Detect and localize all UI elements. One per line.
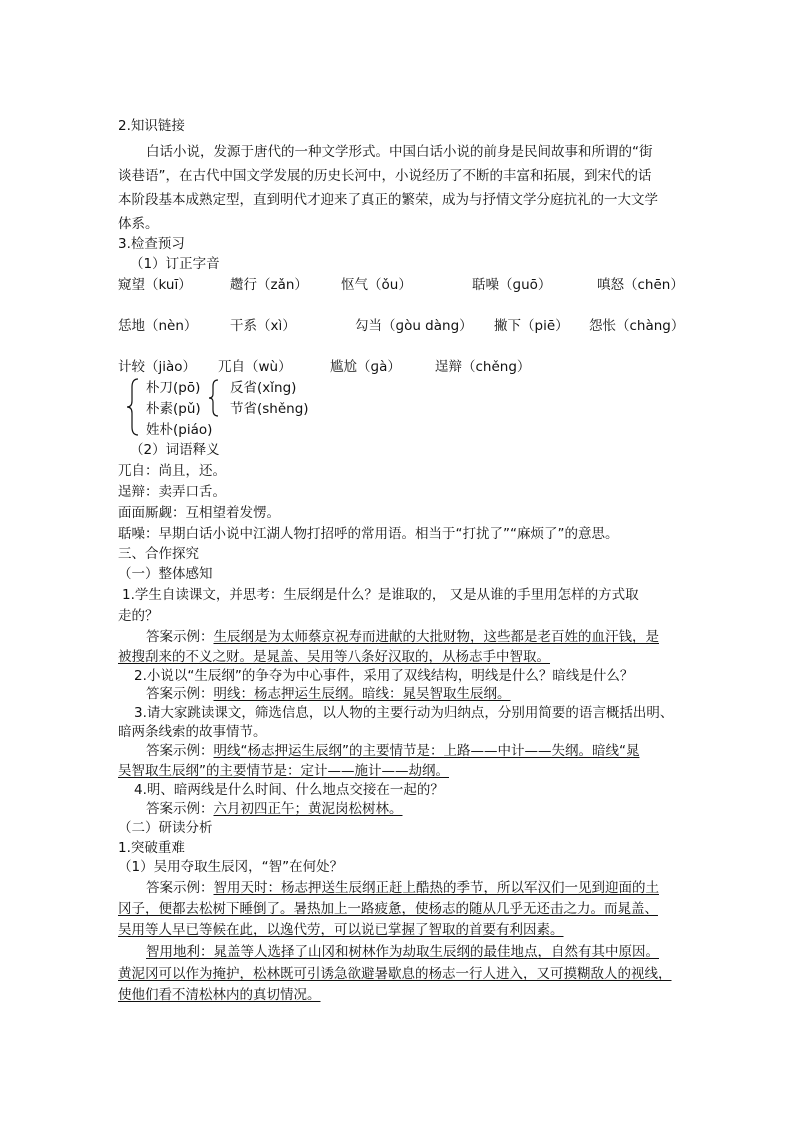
answer-label: 答案示例： [146, 743, 214, 759]
pron-item: 趱行（zǎn） [230, 277, 308, 293]
subheading-definitions: （2）词语释义 [130, 442, 220, 458]
answer-line [146, 627, 659, 647]
question-line: 1.学生自读课文，并思考：生辰纲是什么？是谁取的， 又是从谁的手里用怎样的方式取 [122, 587, 639, 603]
answer-line: 吴智取生辰纲”的主要情节是：定计——施计——劫纲。 [118, 763, 449, 779]
part-title-analysis: （二）研读分析 [118, 820, 213, 836]
definition-line: 兀自：尚且，还。 [118, 463, 226, 479]
definition-line: 面面厮觑：互相望着发愣。 [118, 505, 280, 521]
subsection-title: 1.突破重难 [118, 840, 185, 856]
answer-text: 六月初四正午；黄泥岗松树林。 [213, 801, 403, 817]
pron-item: 计较（jiào） [118, 359, 197, 375]
intro-line-4: 体系。 [118, 216, 159, 232]
polyphone-item: 反省(xǐng) [230, 380, 297, 396]
polyphone-item: 节省(shěng) [230, 401, 309, 417]
polyphone-item: 姓朴(piáo) [146, 422, 213, 438]
answer-line: 智用地利：晁盖等人选择了山冈和树林作为劫取生辰纲的最佳地点，自然有其中原因。 [146, 944, 659, 960]
question-line: （1）吴用夺取生辰冈，“智”在何处？ [118, 859, 344, 875]
answer-label: 答案示例： [146, 686, 214, 702]
right-brace-icon [206, 378, 224, 418]
section-title-preview: 3.检查预习 [118, 236, 185, 252]
pron-item: 窥望（kuī） [118, 277, 192, 293]
pron-item: 撇下（piē） [494, 318, 569, 334]
pron-item: 怄气（ǒu） [341, 277, 412, 293]
answer-text: 明线“杨志押运生辰纲”的主要情节是：上路——中计——失纲。暗线“晁 [213, 743, 640, 759]
answer-text: 明线：杨志押运生辰纲。暗线：晁吴智取生辰纲。 [213, 686, 511, 702]
left-brace-icon [124, 377, 144, 437]
pron-item: 干系（xì） [230, 318, 296, 334]
pron-item: 勾当（ɡòu dàng） [355, 318, 473, 334]
answer-line [146, 799, 403, 819]
answer-label: 答案示例： [146, 629, 214, 645]
intro-line-2: 谈巷语”，在古代中国文学发展的历史长河中，小说经历了不断的丰富和拓展，到宋代的话 [118, 168, 652, 184]
polyphone-item: 朴刀(pō) [146, 380, 201, 396]
part-title-overview: （一）整体感知 [118, 566, 213, 582]
question-line: 走的？ [118, 608, 159, 624]
pron-item: 逞辩（chěng） [435, 359, 531, 375]
subheading-pronunciation: （1）订正字音 [130, 256, 220, 272]
intro-line-1: 白话小说，发源于唐代的一种文学形式。中国白话小说的前身是民间故事和所谓的“街 [146, 144, 653, 160]
answer-line [146, 878, 659, 898]
question-line: 暗两条线索的故事情节。 [118, 724, 267, 740]
answer-label: 答案示例： [146, 801, 214, 817]
question-line: 4.明、暗两线是什么时间、什么地点交接在一起的？ [134, 782, 444, 798]
answer-line: 吴用等人早已等候在此，以逸代劳，可以说已掌握了智取的首要有利因素。 [118, 922, 564, 938]
answer-line: 冈子，便都去松树下睡倒了。暑热加上一路疲惫，使杨志的随从几乎无还击之力。而晁盖、 [118, 901, 658, 917]
section-title-cooperation: 三、合作探究 [118, 546, 199, 562]
section-title-knowledge: 2.知识链接 [118, 118, 185, 134]
answer-line [146, 741, 639, 761]
pron-item: 恁地（nèn） [118, 318, 198, 334]
answer-line: 被搜刮来的不义之财。是晁盖、吴用等八条好汉取的，从杨志手中智取。 [118, 649, 550, 665]
answer-line: 黄泥冈可以作为掩护，松林既可引诱急欲避暑歇息的杨志一行人进入，又可摸糊敌人的视线， [118, 966, 672, 982]
pron-item: 怨怅（chàng） [589, 318, 685, 334]
answer-line [146, 684, 511, 704]
pron-item: 嗔怒（chēn） [597, 277, 684, 293]
answer-label: 答案示例： [146, 880, 214, 896]
pron-item: 兀自（wù） [218, 359, 292, 375]
intro-line-3: 本阶段基本成熟定型，直到明代才迎来了真正的繁荣，成为与抒情文学分庭抗礼的一大文学 [118, 192, 658, 208]
question-line: 2.小说以“生辰纲”的争夺为中心事件，采用了双线结构，明线是什么？暗线是什么？ [134, 668, 634, 684]
answer-text: 智用天时：杨志押送生辰纲正赶上酷热的季节，所以军汉们一见到迎面的土 [213, 880, 659, 896]
polyphone-item: 朴素(pǔ) [146, 401, 201, 417]
question-line: 3.请大家跳读课文，筛选信息，以人物的主要行动为归纳点，分别用简要的语言概括出明、 [134, 705, 674, 721]
definition-line: 聒噪：早期白话小说中江湖人物打招呼的常用语。相当于“打扰了”“麻烦了”的意思。 [118, 526, 619, 542]
answer-line: 使他们看不清松林内的真切情况。 [118, 987, 321, 1003]
answer-text: 生辰纲是为太师蔡京祝寿而进献的大批财物，这些都是老百姓的血汗钱，是 [213, 629, 659, 645]
pron-item: 聒噪（ɡuō） [472, 277, 552, 293]
pron-item: 尴尬（ɡà） [330, 359, 401, 375]
definition-line: 逞辩：卖弄口舌。 [118, 484, 226, 500]
